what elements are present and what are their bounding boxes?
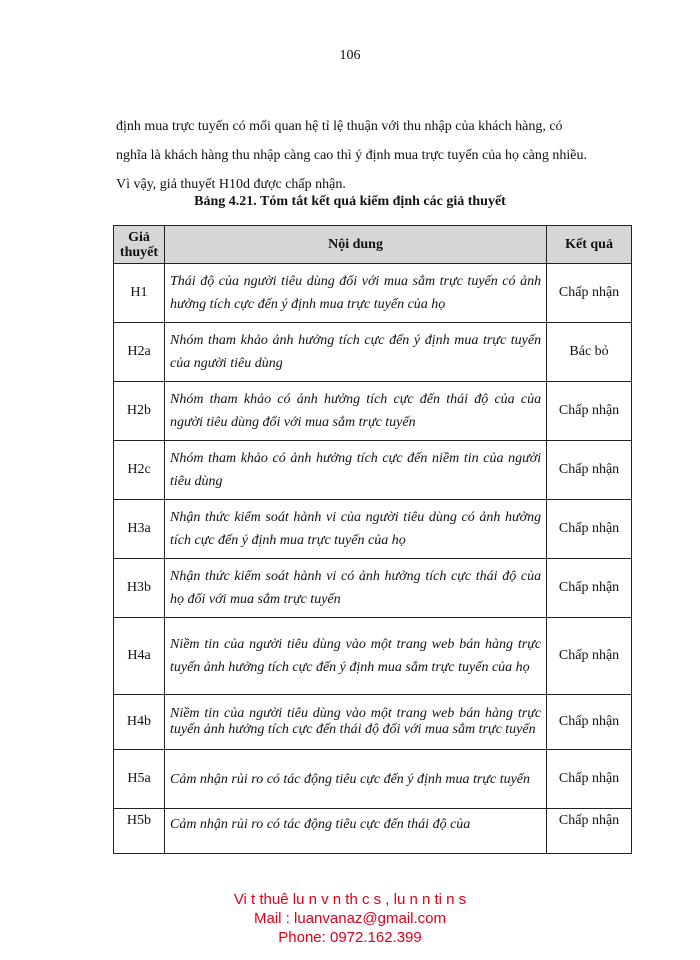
hypothesis-code: H1 [114,264,165,323]
table-row [114,500,632,559]
paragraph-line: Vì vậy, giả thuyết H10d được chấp nhận. [116,177,346,192]
table-row [114,695,632,750]
table-row [114,618,632,695]
hypothesis-code: H4a [114,618,165,695]
header-content: Nội dung [164,226,546,264]
header-hypothesis: Giả thuyết [114,226,165,264]
hypothesis-result: Chấp nhận [547,695,632,750]
hypothesis-content: Nhận thức kiểm soát hành vi của người tiêu dùng có ảnh hưởng tích cực đến ý định mua trực tuyến của họ [164,500,546,559]
hypothesis-code: H3b [114,559,165,618]
hypothesis-content: Cảm nhận rủi ro có tác động tiêu cực đến ý định mua trực tuyến [164,750,546,809]
table-row [114,809,632,854]
footer-watermark [0,890,700,947]
hypothesis-results-table [113,225,632,854]
hypothesis-content: Niềm tin của người tiêu dùng vào một trang web bán hàng trực tuyến ảnh hưởng tích cực đến thái độ đối với mua sắm trực tuyến [164,695,546,750]
hypothesis-result: Chấp nhận [547,382,632,441]
hypothesis-result: Chấp nhận [547,618,632,695]
table-row [114,559,632,618]
hypothesis-result: Bác bỏ [547,323,632,382]
hypothesis-code: H2a [114,323,165,382]
paragraph-line: định mua trực tuyến có mối quan hệ tỉ lệ thuận với thu nhập của khách hàng, có [116,119,563,134]
hypothesis-code: H2b [114,382,165,441]
hypothesis-result: Chấp nhận [547,441,632,500]
hypothesis-code: H2c [114,441,165,500]
hypothesis-code: H5b [114,809,165,854]
hypothesis-content: Nhận thức kiểm soát hành vi có ảnh hưởng tích cực thái độ của họ đối với mua sắm trực tuyến [164,559,546,618]
hypothesis-content: Thái độ của người tiêu dùng đối với mua sắm trực tuyến có ảnh hưởng tích cực đến ý định mua trực tuyến của họ [164,264,546,323]
hypothesis-code: H5a [114,750,165,809]
table-caption: Bảng 4.21. Tóm tắt kết quả kiểm định các giả thuyết [194,194,506,209]
hypothesis-result: Chấp nhận [547,559,632,618]
footer-phone: Phone: 0972.162.399 [278,929,422,946]
hypothesis-content: Nhóm tham khảo có ảnh hưởng tích cực đến thái độ của của người tiêu dùng đối với mua sắm trực tuyến [164,382,546,441]
hypothesis-content: Nhóm tham khảo ảnh hưởng tích cực đến ý định mua trực tuyến của người tiêu dùng [164,323,546,382]
page-number: 106 [339,48,361,63]
hypothesis-code: H3a [114,500,165,559]
table-row [114,750,632,809]
table-row [114,441,632,500]
hypothesis-content: Cảm nhận rủi ro có tác động tiêu cực đến thái độ của [164,809,546,854]
footer-line: Vi t thuê lu n v n th c s , lu n n ti n s [233,891,467,908]
hypothesis-result: Chấp nhận [547,500,632,559]
hypothesis-result: Chấp nhận [547,264,632,323]
footer-email: Mail : luanvanaz@gmail.com [254,910,446,927]
hypothesis-content: Niềm tin của người tiêu dùng vào một trang web bán hàng trực tuyến ảnh hưởng tích cực đến ý định mua sắm trực tuyến của họ [164,618,546,695]
body-paragraph [116,112,632,199]
hypothesis-result: Chấp nhận [547,750,632,809]
hypothesis-result: Chấp nhận [547,809,632,854]
table-row [114,323,632,382]
paragraph-line: nghĩa là khách hàng thu nhập càng cao thì ý định mua trực tuyến của họ càng nhiều. [116,148,587,163]
hypothesis-content: Nhóm tham khảo có ảnh hưởng tích cực đến niềm tin của người tiêu dùng [164,441,546,500]
table-row [114,382,632,441]
hypothesis-code: H4b [114,695,165,750]
table-row [114,264,632,323]
table-header-row [114,226,632,264]
header-result: Kết quả [547,226,632,264]
